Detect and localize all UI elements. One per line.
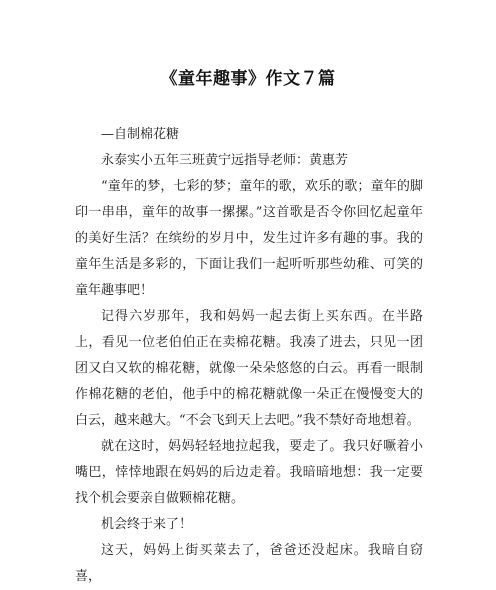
paragraph: 记得六岁那年，我和妈妈一起去街上买东西。在半路上，看见一位老伯伯正在卖棉花糖。我凑了进去，只见一团团又白又软的棉花糖，就像一朵朵悠悠的白云。再看一眼制作棉花糖的老伯，他手中的棉花糖就像一朵正在慢慢变大的白云，越来越大。“不会飞到天上去吧。”我不禁好奇地想着。 xyxy=(75,309,423,428)
paragraph: 就在这时，妈妈轻轻地拉起我，要走了。我只好噘着小嘴巴，悻悻地跟在妈妈的后边走着。我暗暗地想：我一定要找个机会要亲自做颗棉花糖。 xyxy=(75,439,423,506)
paragraph: 机会终于来了！ xyxy=(101,517,193,532)
paragraph: “童年的梦，七彩的梦；童年的歌，欢乐的歌；童年的脚印一串串，童年的故事一摞摞。”这首歌是否令你回忆起童年的美好生活？在缤纷的岁月中，发生过许多有趣的事。我的童年生活是多彩的，下面让我们一起听听那些幼稚、可笑的童年趣事吧！ xyxy=(75,179,423,298)
document-title: 《童年趣事》作文７篇 xyxy=(160,69,336,89)
paragraph: 这天，妈妈上街买菜去了，爸爸还没起床。我暗自窃喜， xyxy=(75,543,423,584)
paragraph-subtitle: —自制棉花糖 xyxy=(101,127,180,142)
document-body xyxy=(75,122,423,590)
paragraph-author: 永泰实小五年三班黄宁远指导老师：黄惠芳 xyxy=(101,153,349,168)
